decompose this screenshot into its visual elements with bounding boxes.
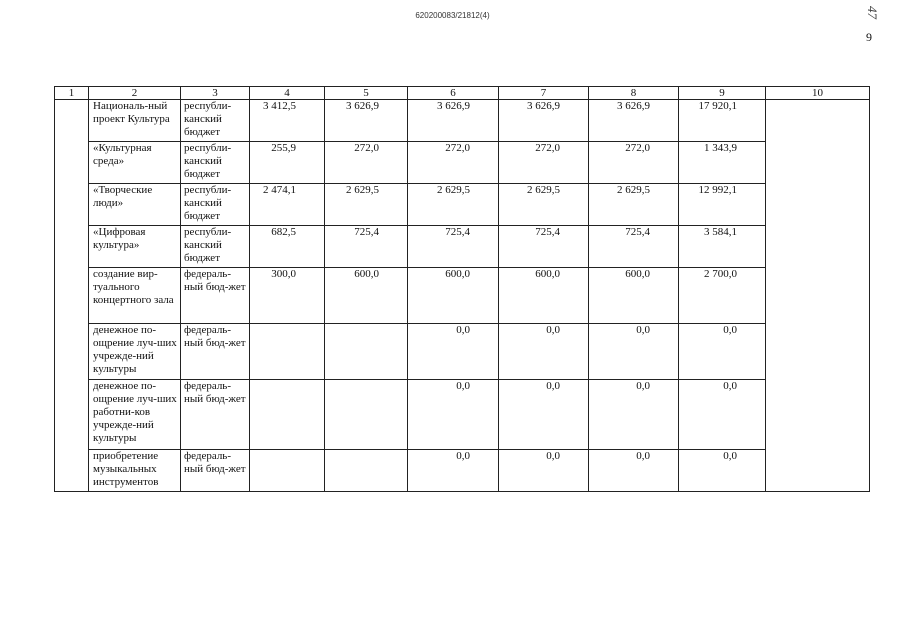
value-cell-c8: 2 629,5 [589,184,679,226]
document-id: 620200083/21812(4) [415,11,490,20]
value-cell-c7: 0,0 [499,380,589,450]
table-row [55,226,870,268]
column-header-row [55,87,870,100]
budget-table [54,86,870,492]
funding-source-cell: федераль-ный бюд-жет [181,450,250,492]
column-header: 9 [679,87,766,100]
value-cell-c5: 2 629,5 [325,184,408,226]
row-name-cell: «Культурная среда» [89,142,181,184]
funding-source-cell: федераль-ный бюд-жет [181,380,250,450]
column-header: 4 [250,87,325,100]
value-cell-c6: 600,0 [408,268,499,324]
value-cell-c4: 3 412,5 [250,100,325,142]
value-cell-c4 [250,380,325,450]
value-cell-c8: 725,4 [589,226,679,268]
row-name-cell: создание вир-туального концертного зала [89,268,181,324]
row-name-cell: приобретение музыкальных инструментов [89,450,181,492]
table-row [55,100,870,142]
value-cell-c4: 2 474,1 [250,184,325,226]
value-cell-c4: 682,5 [250,226,325,268]
value-cell-c6: 0,0 [408,380,499,450]
value-cell-c4 [250,450,325,492]
value-cell-c8: 0,0 [589,324,679,380]
row-name-cell: «Творческие люди» [89,184,181,226]
value-cell-c9: 12 992,1 [679,184,766,226]
table-row [55,324,870,380]
column-10-cell [766,100,870,492]
value-cell-c8: 0,0 [589,380,679,450]
value-cell-c4 [250,324,325,380]
value-cell-c7: 272,0 [499,142,589,184]
column-header: 5 [325,87,408,100]
value-cell-c9: 0,0 [679,324,766,380]
value-cell-c9: 2 700,0 [679,268,766,324]
value-cell-c4: 255,9 [250,142,325,184]
value-cell-c8: 3 626,9 [589,100,679,142]
value-cell-c7: 3 626,9 [499,100,589,142]
value-cell-c9: 1 343,9 [679,142,766,184]
row-name-cell: денежное по-ощрение луч-ших учрежде-ний культуры [89,324,181,380]
column-header: 7 [499,87,589,100]
funding-source-cell: республи-канский бюджет [181,184,250,226]
value-cell-c7: 0,0 [499,324,589,380]
value-cell-c9: 0,0 [679,450,766,492]
funding-source-cell: республи-канский бюджет [181,142,250,184]
row-name-cell: денежное по-ощрение луч-ших работни-ков учрежде-ний культуры [89,380,181,450]
column-header: 1 [55,87,89,100]
value-cell-c5 [325,380,408,450]
value-cell-c4: 300,0 [250,268,325,324]
column-1-cell [55,100,89,492]
funding-source-cell: федераль-ный бюд-жет [181,324,250,380]
value-cell-c8: 0,0 [589,450,679,492]
value-cell-c6: 0,0 [408,450,499,492]
value-cell-c8: 272,0 [589,142,679,184]
funding-source-cell: республи-канский бюджет [181,100,250,142]
value-cell-c5: 3 626,9 [325,100,408,142]
value-cell-c5: 272,0 [325,142,408,184]
value-cell-c6: 725,4 [408,226,499,268]
column-header: 2 [89,87,181,100]
value-cell-c5: 725,4 [325,226,408,268]
value-cell-c7: 600,0 [499,268,589,324]
funding-source-cell: федераль-ный бюд-жет [181,268,250,324]
column-header: 6 [408,87,499,100]
value-cell-c7: 725,4 [499,226,589,268]
funding-source-cell: республи-канский бюджет [181,226,250,268]
value-cell-c6: 0,0 [408,324,499,380]
table-row [55,184,870,226]
value-cell-c5 [325,324,408,380]
column-header: 8 [589,87,679,100]
value-cell-c5: 600,0 [325,268,408,324]
value-cell-c6: 272,0 [408,142,499,184]
value-cell-c6: 3 626,9 [408,100,499,142]
value-cell-c7: 0,0 [499,450,589,492]
value-cell-c9: 3 584,1 [679,226,766,268]
handwritten-page-mark: 47 [865,6,880,19]
value-cell-c6: 2 629,5 [408,184,499,226]
table-row [55,268,870,324]
table-row [55,380,870,450]
column-header: 3 [181,87,250,100]
table-row [55,142,870,184]
value-cell-c7: 2 629,5 [499,184,589,226]
column-header: 10 [766,87,870,100]
value-cell-c8: 600,0 [589,268,679,324]
value-cell-c5 [325,450,408,492]
table-row [55,450,870,492]
page-number: 9 [866,30,872,44]
row-name-cell: Националь-ный проект Культура [89,100,181,142]
row-name-cell: «Цифровая культура» [89,226,181,268]
value-cell-c9: 17 920,1 [679,100,766,142]
value-cell-c9: 0,0 [679,380,766,450]
